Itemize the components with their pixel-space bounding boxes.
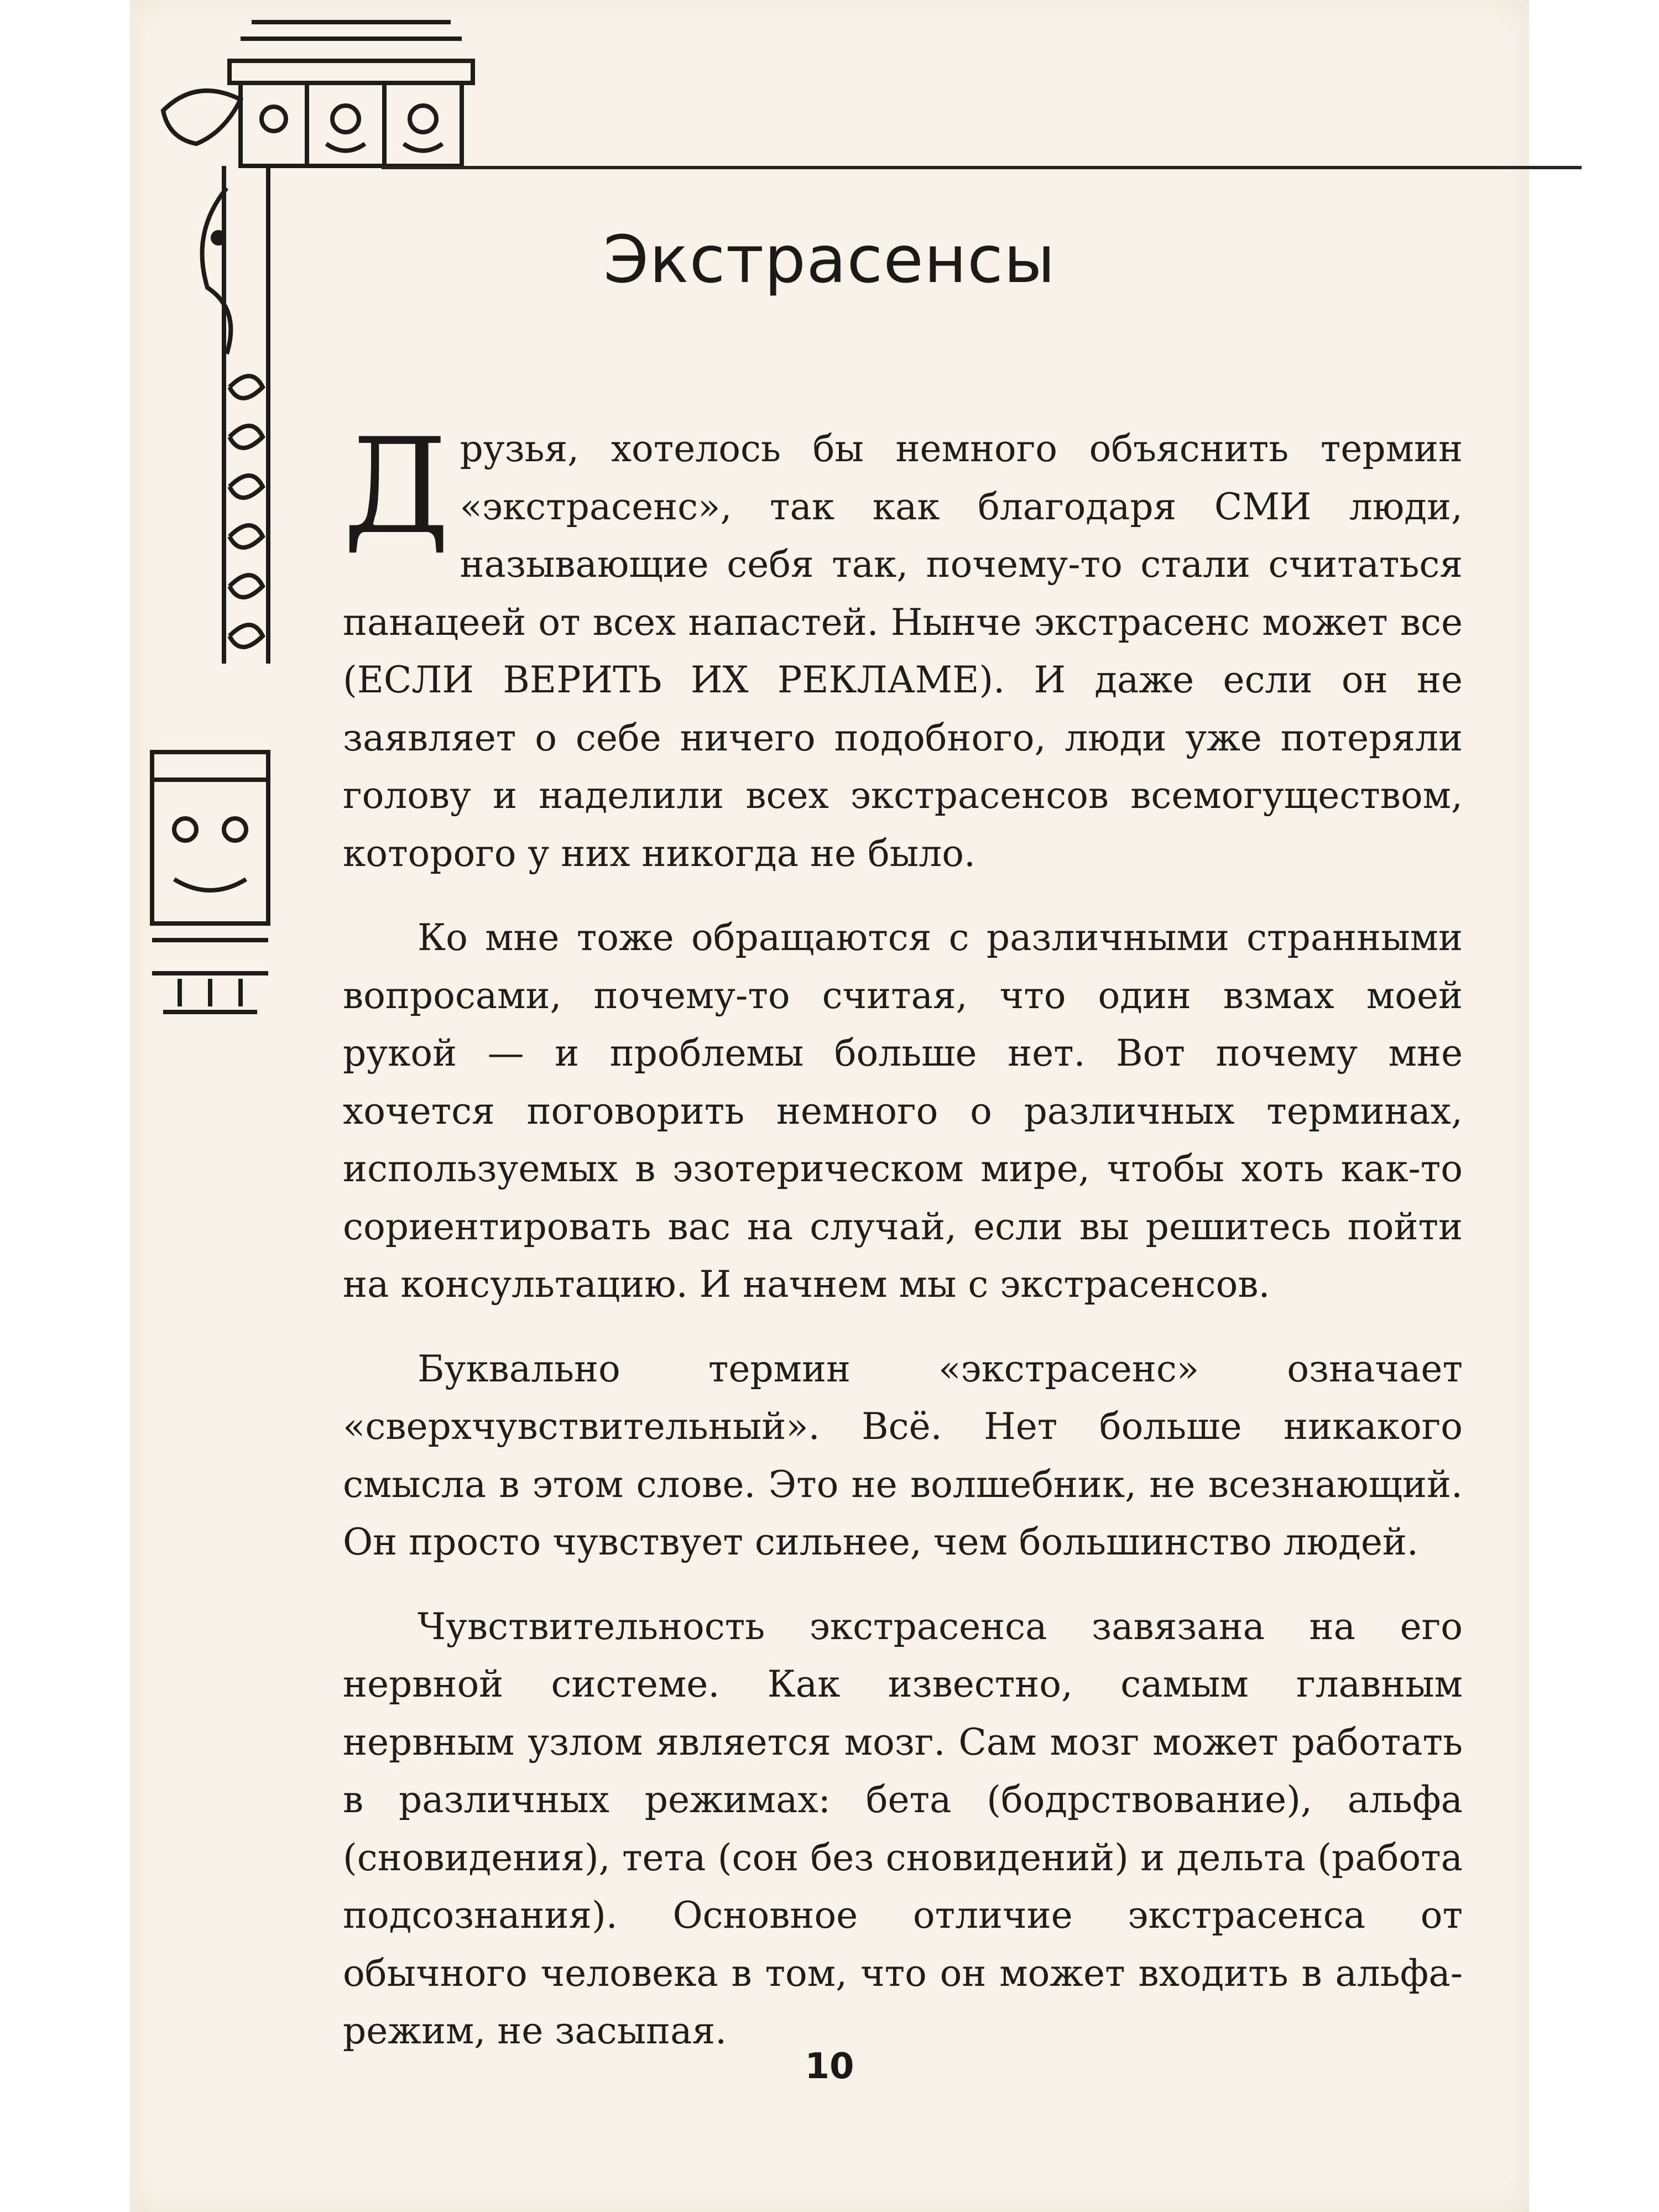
- paragraph-4: Чувствительность экстрасенса завязана на его нервной системе. Как известно, самым главным нервным узлом является мозг. Сам мозг может работать в различных режимах: бета (бодрствование), альфа (сновидения), тета (сон без сновидений) и дельта (работа подсознания). Основное отличие экстрасенса от обычного человека в том, что он может входить в альфа-режим, не засыпая.: [343, 1605, 1463, 2052]
- page-number: 10: [805, 2046, 854, 2087]
- book-page: [130, 0, 1529, 2212]
- paragraph-2: Ко мне тоже обращаются с различными странными вопросами, почему-то считая, что один взмах моей рукой — и проблемы больше нет. Вот почему мне хочется поговорить немного о различных терминах, используемых в эзотерическом мире, чтобы хоть как-то сориентировать вас на случай, если вы решитесь пойти на консультацию. И начнем мы с экстрасенсов.: [343, 916, 1463, 1306]
- chapter-title: Экстрасенсы: [603, 221, 1056, 298]
- drop-cap: Д: [343, 410, 450, 564]
- paragraph-1-text: рузья, хотелось бы немного объяснить термин «экстрасенс», так как благодаря СМИ люди, называющие себя так, почему-то стали считаться панацеей от всех напастей. Нынче экстрасенс может все (ЕСЛИ ВЕРИТЬ ИХ РЕКЛАМЕ). И даже если он не заявляет о себе ничего подобного, люди уже потеряли голову и наделили всех экстрасенсов всемогуществом, которого у них никогда не было.: [343, 427, 1463, 875]
- header-rule: [382, 166, 1582, 169]
- paragraph-1: [343, 410, 1463, 883]
- paragraph-3: Буквально термин «экстрасенс» означает «сверхчувствительный». Всё. Нет больше никакого смысла в этом слове. Это не волшебник, не всезнающий. Он просто чувствует сильнее, чем большинство людей.: [343, 1347, 1463, 1563]
- body-text: [343, 410, 1463, 2060]
